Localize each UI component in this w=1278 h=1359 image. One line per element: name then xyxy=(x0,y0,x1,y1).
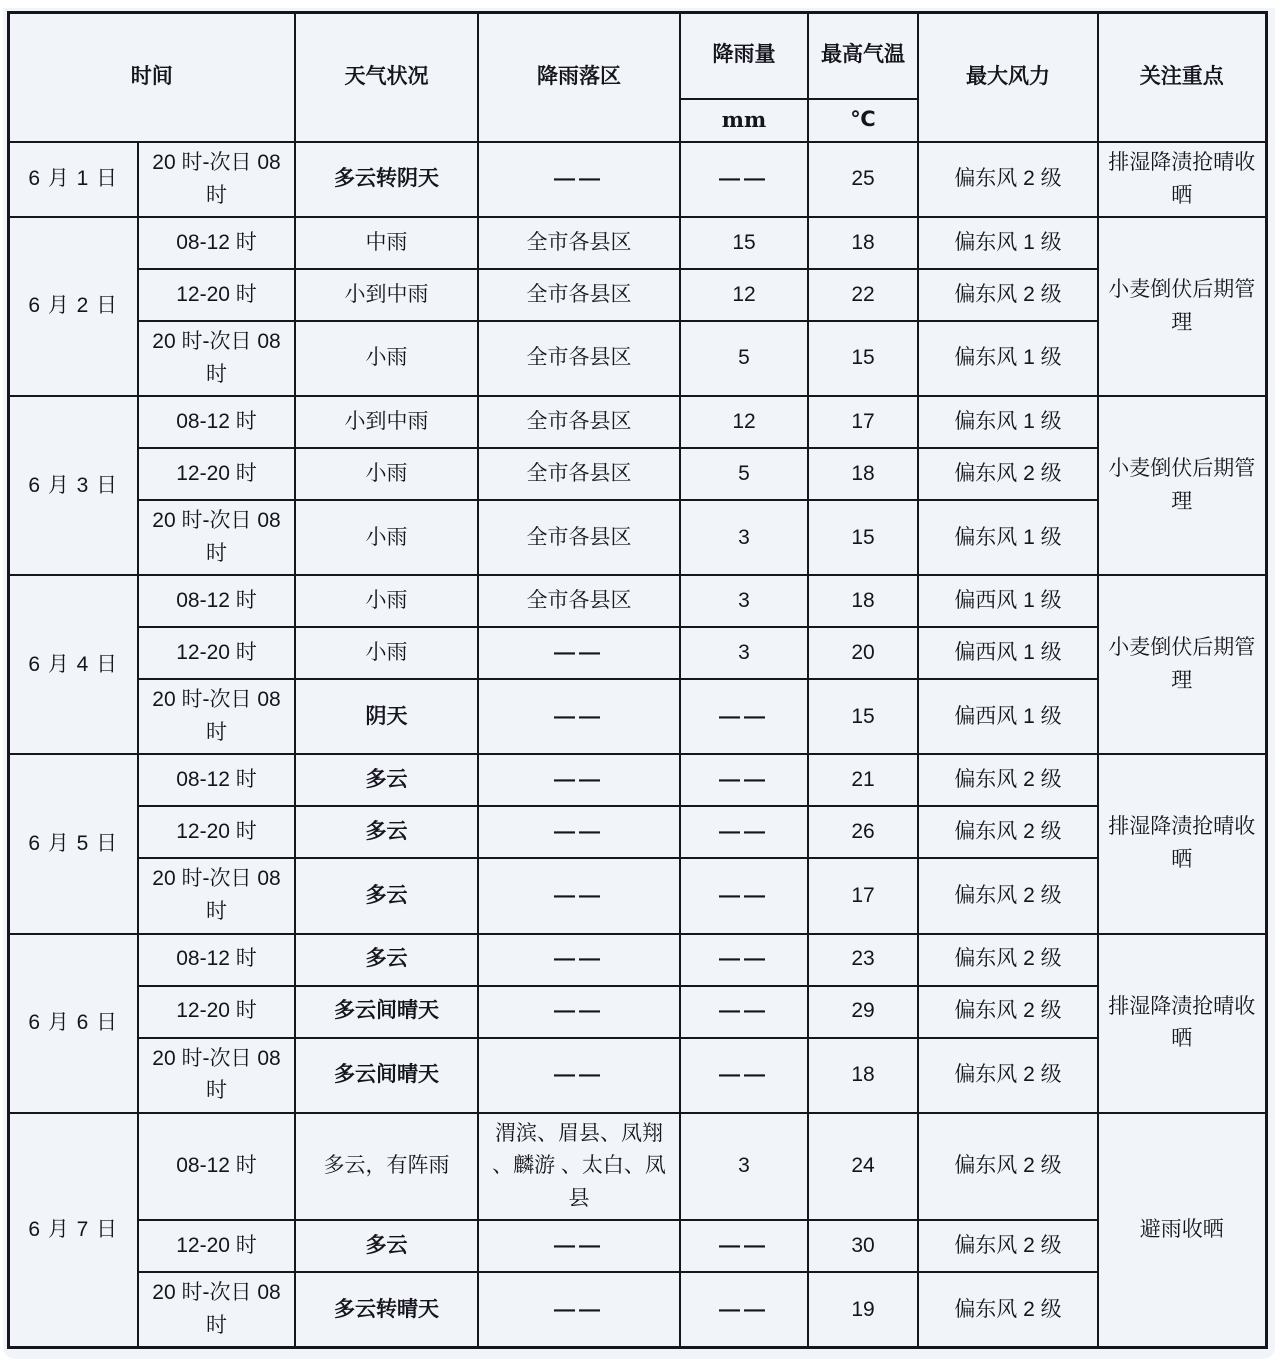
weather-cell: 多云，有阵雨 xyxy=(295,1113,478,1221)
max-wind-cell: 偏东风 2 级 xyxy=(918,934,1098,986)
rain-area-cell: 全市各县区 xyxy=(478,500,680,575)
max-wind-cell: 偏东风 2 级 xyxy=(918,1272,1098,1348)
table-header xyxy=(8,13,1266,143)
focus-cell: 排湿降渍抢晴收晒 xyxy=(1098,142,1266,217)
max-wind-cell: 偏东风 2 级 xyxy=(918,1220,1098,1272)
focus-cell: 小麦倒伏后期管理 xyxy=(1098,575,1266,754)
max-temp-cell: 17 xyxy=(808,858,918,933)
time-cell: 20 时-次日 08 时 xyxy=(138,142,295,217)
max-temp-cell: 15 xyxy=(808,321,918,396)
weather-cell: 阴天 xyxy=(295,679,478,754)
max-temp-cell: 18 xyxy=(808,575,918,627)
table-row xyxy=(8,1272,1266,1348)
weather-cell: 多云 xyxy=(295,754,478,806)
table-row xyxy=(8,1038,1266,1113)
table-row xyxy=(8,217,1266,269)
rain-area-cell: 全市各县区 xyxy=(478,269,680,321)
rain-amount-cell: 3 xyxy=(680,500,808,575)
header-max-temp: 最高气温 xyxy=(808,13,918,99)
rain-amount-cell: 12 xyxy=(680,269,808,321)
time-cell: 12-20 时 xyxy=(138,627,295,679)
rain-area-cell: —— xyxy=(478,627,680,679)
rain-area-cell: —— xyxy=(478,986,680,1038)
rain-amount-cell: 5 xyxy=(680,448,808,500)
table-row xyxy=(8,500,1266,575)
rain-area-cell: —— xyxy=(478,806,680,858)
rain-amount-cell: —— xyxy=(680,1272,808,1348)
table-row xyxy=(8,627,1266,679)
rain-area-cell: 全市各县区 xyxy=(478,448,680,500)
time-cell: 08-12 时 xyxy=(138,754,295,806)
table-row xyxy=(8,575,1266,627)
table-row xyxy=(8,142,1266,217)
time-cell: 12-20 时 xyxy=(138,448,295,500)
date-cell: 6 月 3 日 xyxy=(8,396,138,575)
max-temp-cell: 23 xyxy=(808,934,918,986)
rain-amount-cell: 12 xyxy=(680,396,808,448)
max-wind-cell: 偏东风 2 级 xyxy=(918,1113,1098,1221)
max-wind-cell: 偏西风 1 级 xyxy=(918,679,1098,754)
focus-cell: 小麦倒伏后期管理 xyxy=(1098,396,1266,575)
max-temp-cell: 30 xyxy=(808,1220,918,1272)
rain-amount-cell: 5 xyxy=(680,321,808,396)
max-temp-cell: 15 xyxy=(808,500,918,575)
header-max-wind: 最大风力 xyxy=(918,13,1098,143)
date-cell: 6 月 7 日 xyxy=(8,1113,138,1348)
focus-cell: 排湿降渍抢晴收晒 xyxy=(1098,934,1266,1113)
weather-cell: 小雨 xyxy=(295,321,478,396)
time-cell: 12-20 时 xyxy=(138,1220,295,1272)
rain-amount-cell: —— xyxy=(680,679,808,754)
max-temp-cell: 20 xyxy=(808,627,918,679)
weather-cell: 多云 xyxy=(295,858,478,933)
max-wind-cell: 偏东风 2 级 xyxy=(918,269,1098,321)
rain-area-cell: 全市各县区 xyxy=(478,396,680,448)
table-row xyxy=(8,934,1266,986)
weather-cell: 多云 xyxy=(295,934,478,986)
rain-amount-cell: —— xyxy=(680,754,808,806)
rain-area-cell: —— xyxy=(478,934,680,986)
header-rain-amount: 降雨量 xyxy=(680,13,808,99)
rain-area-cell: 渭滨、眉县、凤翔 、麟游 、太白、凤县 xyxy=(478,1113,680,1221)
header-time: 时间 xyxy=(8,13,295,143)
time-cell: 20 时-次日 08 时 xyxy=(138,858,295,933)
forecast-table-body xyxy=(8,142,1266,1348)
weather-cell: 小到中雨 xyxy=(295,396,478,448)
header-weather: 天气状况 xyxy=(295,13,478,143)
max-wind-cell: 偏东风 2 级 xyxy=(918,448,1098,500)
max-temp-cell: 21 xyxy=(808,754,918,806)
rain-area-cell: —— xyxy=(478,1272,680,1348)
table-row xyxy=(8,396,1266,448)
weather-cell: 多云间晴天 xyxy=(295,986,478,1038)
time-cell: 08-12 时 xyxy=(138,217,295,269)
rain-amount-cell: —— xyxy=(680,1220,808,1272)
weather-cell: 小雨 xyxy=(295,500,478,575)
header-rain-unit xyxy=(680,99,808,143)
weather-cell: 小雨 xyxy=(295,575,478,627)
focus-cell: 避雨收晒 xyxy=(1098,1113,1266,1348)
max-temp-cell: 18 xyxy=(808,1038,918,1113)
rain-amount-cell: 15 xyxy=(680,217,808,269)
weather-cell: 多云 xyxy=(295,1220,478,1272)
rain-amount-cell: —— xyxy=(680,934,808,986)
max-temp-cell: 18 xyxy=(808,448,918,500)
forecast-card xyxy=(3,8,1275,1359)
rain-amount-cell: —— xyxy=(680,986,808,1038)
weather-cell: 小到中雨 xyxy=(295,269,478,321)
date-cell: 6 月 6 日 xyxy=(8,934,138,1113)
max-temp-cell: 25 xyxy=(808,142,918,217)
table-row xyxy=(8,1113,1266,1221)
rain-area-cell: —— xyxy=(478,1038,680,1113)
date-cell: 6 月 5 日 xyxy=(8,754,138,933)
time-cell: 20 时-次日 08 时 xyxy=(138,679,295,754)
rain-amount-cell: —— xyxy=(680,806,808,858)
time-cell: 12-20 时 xyxy=(138,269,295,321)
rain-area-cell: 全市各县区 xyxy=(478,217,680,269)
max-wind-cell: 偏东风 2 级 xyxy=(918,1038,1098,1113)
time-cell: 20 时-次日 08 时 xyxy=(138,1038,295,1113)
max-wind-cell: 偏西风 1 级 xyxy=(918,575,1098,627)
table-row xyxy=(8,858,1266,933)
weather-cell: 多云 xyxy=(295,806,478,858)
max-temp-cell: 15 xyxy=(808,679,918,754)
header-focus: 关注重点 xyxy=(1098,13,1266,143)
max-wind-cell: 偏东风 2 级 xyxy=(918,986,1098,1038)
time-cell: 12-20 时 xyxy=(138,806,295,858)
rain-amount-cell: —— xyxy=(680,858,808,933)
time-cell: 08-12 时 xyxy=(138,1113,295,1221)
max-wind-cell: 偏东风 2 级 xyxy=(918,142,1098,217)
max-wind-cell: 偏东风 1 级 xyxy=(918,321,1098,396)
max-temp-cell: 17 xyxy=(808,396,918,448)
max-temp-cell: 26 xyxy=(808,806,918,858)
rain-amount-cell: —— xyxy=(680,1038,808,1113)
max-wind-cell: 偏东风 2 级 xyxy=(918,806,1098,858)
max-wind-cell: 偏东风 2 级 xyxy=(918,754,1098,806)
table-row xyxy=(8,754,1266,806)
max-temp-cell: 19 xyxy=(808,1272,918,1348)
focus-cell: 小麦倒伏后期管理 xyxy=(1098,217,1266,396)
table-row xyxy=(8,986,1266,1038)
table-row xyxy=(8,448,1266,500)
max-temp-cell: 29 xyxy=(808,986,918,1038)
weather-cell: 中雨 xyxy=(295,217,478,269)
rain-area-cell: —— xyxy=(478,754,680,806)
rain-area-cell: —— xyxy=(478,1220,680,1272)
rain-area-cell: —— xyxy=(478,142,680,217)
weather-forecast-table xyxy=(7,11,1268,1349)
max-temp-cell: 22 xyxy=(808,269,918,321)
time-cell: 20 时-次日 08 时 xyxy=(138,500,295,575)
time-cell: 20 时-次日 08 时 xyxy=(138,321,295,396)
date-cell: 6 月 4 日 xyxy=(8,575,138,754)
rain-amount-cell: 3 xyxy=(680,575,808,627)
max-wind-cell: 偏东风 1 级 xyxy=(918,217,1098,269)
weather-cell: 多云转晴天 xyxy=(295,1272,478,1348)
mm-unit-label: mm xyxy=(721,106,767,132)
max-wind-cell: 偏东风 2 级 xyxy=(918,858,1098,933)
date-cell: 6 月 2 日 xyxy=(8,217,138,396)
table-row xyxy=(8,679,1266,754)
time-cell: 20 时-次日 08 时 xyxy=(138,1272,295,1348)
rain-amount-cell: 3 xyxy=(680,627,808,679)
rain-amount-cell: 3 xyxy=(680,1113,808,1221)
max-wind-cell: 偏西风 1 级 xyxy=(918,627,1098,679)
time-cell: 08-12 时 xyxy=(138,396,295,448)
header-temp-unit: ℃ xyxy=(808,99,918,143)
table-row xyxy=(8,1220,1266,1272)
focus-cell: 排湿降渍抢晴收晒 xyxy=(1098,754,1266,933)
time-cell: 08-12 时 xyxy=(138,575,295,627)
rain-area-cell: 全市各县区 xyxy=(478,575,680,627)
weather-cell: 多云转阴天 xyxy=(295,142,478,217)
rain-area-cell: —— xyxy=(478,858,680,933)
rain-area-cell: —— xyxy=(478,679,680,754)
rain-amount-cell: —— xyxy=(680,142,808,217)
max-temp-cell: 18 xyxy=(808,217,918,269)
weather-cell: 多云间晴天 xyxy=(295,1038,478,1113)
header-rain-area: 降雨落区 xyxy=(478,13,680,143)
rain-area-cell: 全市各县区 xyxy=(478,321,680,396)
time-cell: 12-20 时 xyxy=(138,986,295,1038)
weather-cell: 小雨 xyxy=(295,448,478,500)
table-row xyxy=(8,321,1266,396)
max-wind-cell: 偏东风 1 级 xyxy=(918,396,1098,448)
max-temp-cell: 24 xyxy=(808,1113,918,1221)
max-wind-cell: 偏东风 1 级 xyxy=(918,500,1098,575)
weather-cell: 小雨 xyxy=(295,627,478,679)
date-cell: 6 月 1 日 xyxy=(8,142,138,217)
time-cell: 08-12 时 xyxy=(138,934,295,986)
table-row xyxy=(8,269,1266,321)
table-row xyxy=(8,806,1266,858)
